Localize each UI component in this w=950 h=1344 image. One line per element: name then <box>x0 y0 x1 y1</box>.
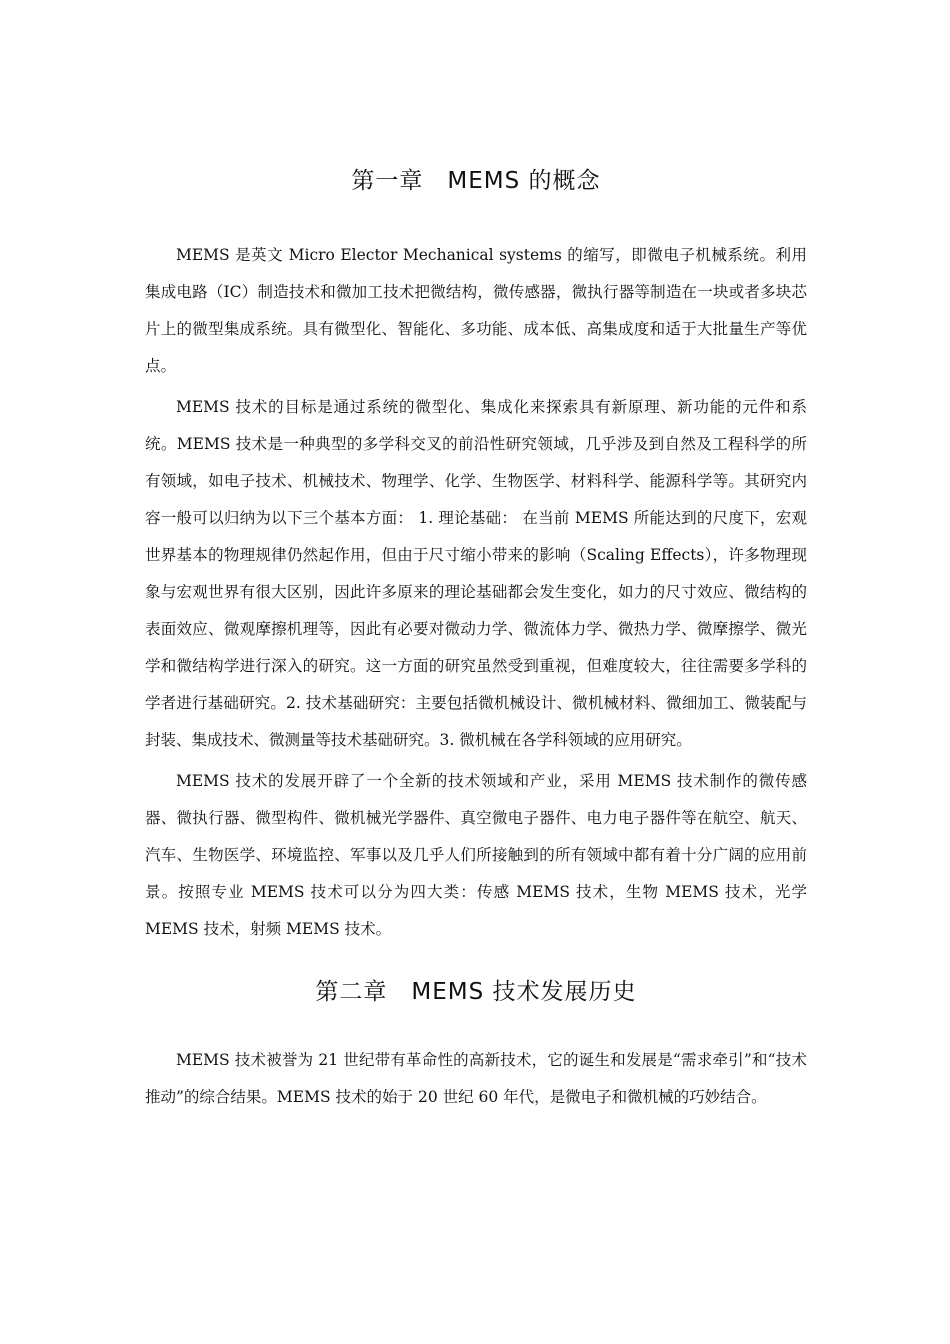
chapter-1-paragraph-2: MEMS 技术的目标是通过系统的微型化、集成化来探索具有新原理、新功能的元件和系统。MEMS 技术是一种典型的多学科交叉的前沿性研究领域，几乎涉及到自然及工程科学的所有领域，如电子技术、机械技术、物理学、化学、生物医学、材料科学、能源科学等。其研究内容一般可以归纳为以下三个基本方面： 1. 理论基础： 在当前 MEMS 所能达到的尺度下，宏观世界基本的物理规律仍然起作用，但由于尺寸缩小带来的影响（Scaling Effects），许多物理现象与宏观世界有很大区别，因此许多原来的理论基础都会发生变化，如力的尺寸效应、微结构的表面效应、微观摩擦机理等，因此有必要对微动力学、微流体力学、微热力学、微摩擦学、微光学和微结构学进行深入的研究。这一方面的研究虽然受到重视，但难度较大，往往需要多学科的学者进行基础研究。2. 技术基础研究：主要包括微机械设计、微机械材料、微细加工、微装配与封装、集成技术、微测量等技术基础研究。3. 微机械在各学科领域的应用研究。 <box>145 398 807 749</box>
chapter-1-title: 第一章 MEMS 的概念 <box>351 168 601 194</box>
chapter-2-paragraph-1: MEMS 技术被誉为 21 世纪带有革命性的高新技术，它的诞生和发展是“需求牵引”和“技术推动”的综合结果。MEMS 技术的始于 20 世纪 60 年代，是微电子和微机械的巧妙结合。 <box>145 1051 807 1106</box>
chapter-2-title: 第二章 MEMS 技术发展历史 <box>315 979 637 1005</box>
document-page <box>145 165 807 1120</box>
chapter-1-paragraph-3: MEMS 技术的发展开辟了一个全新的技术领域和产业，采用 MEMS 技术制作的微传感器、微执行器、微型构件、微机械光学器件、真空微电子器件、电力电子器件等在航空、航天、汽车、生物医学、环境监控、军事以及几乎人们所接触到的所有领域中都有着十分广阔的应用前景。按照专业 MEMS 技术可以分为四大类：传感 MEMS 技术，生物 MEMS 技术，光学 MEMS 技术，射频 MEMS 技术。 <box>145 772 807 938</box>
chapter-1-paragraph-1: MEMS 是英文 Micro Elector Mechanical systems 的缩写，即微电子机械系统。利用集成电路（IC）制造技术和微加工技术把微结构，微传感器，微执行器等制造在一块或者多块芯片上的微型集成系统。具有微型化、智能化、多功能、成本低、高集成度和适于大批量生产等优点。 <box>145 246 807 375</box>
